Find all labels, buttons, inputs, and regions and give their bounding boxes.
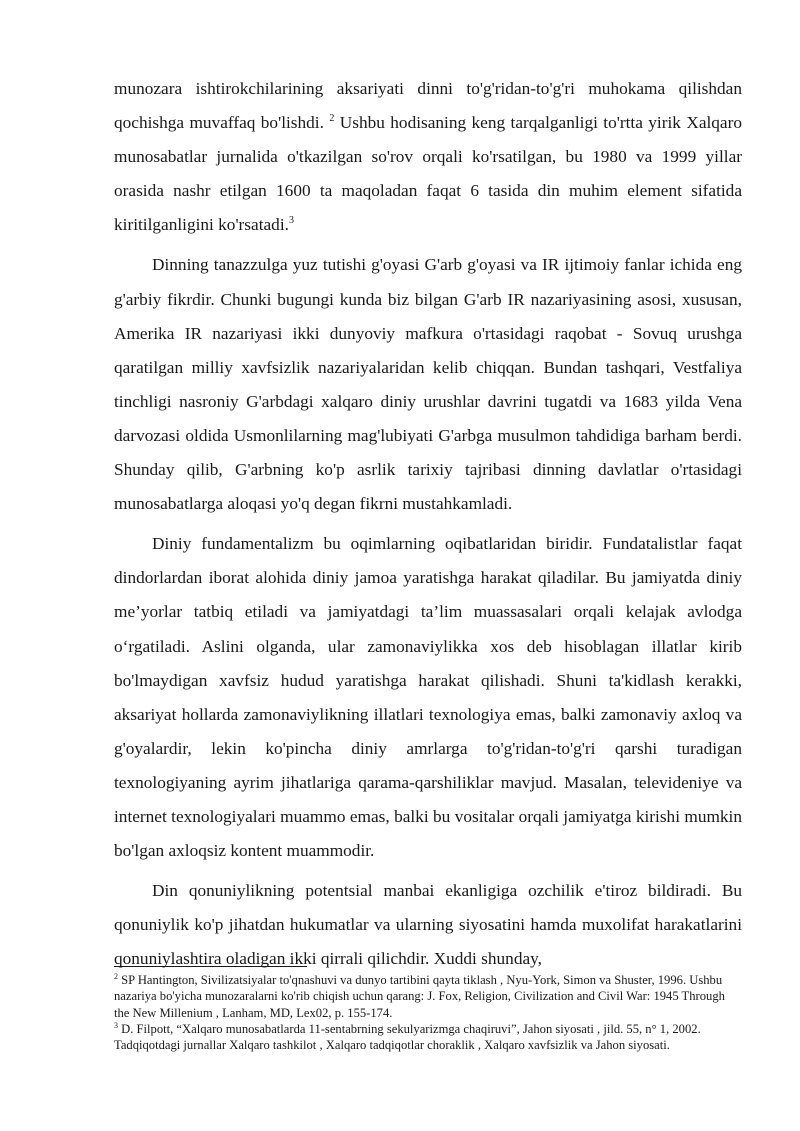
footnotes xyxy=(114,972,742,1053)
footnote-separator xyxy=(114,966,307,967)
footnote-reference[interactable]: 2 xyxy=(329,113,335,125)
footnote xyxy=(114,972,742,1021)
paragraph xyxy=(114,527,742,868)
paragraph xyxy=(114,248,742,521)
footnote-reference[interactable]: 3 xyxy=(288,215,294,227)
paragraph-text: Din qonuniylikning potentsial manbai ekanligiga ozchilik e'tiroz bildiradi. Bu qonuniylik ko'p jihatdan hukumatlar va ularning siyosatini hamda muxolifat harakatlarini qonuniylashtira oladigan ikki qirrali qilichdir. Xuddi shunday, xyxy=(114,881,742,969)
paragraph xyxy=(114,72,742,242)
body-text xyxy=(114,72,742,982)
footnote xyxy=(114,1021,742,1054)
footnote-number: 2 xyxy=(114,971,118,981)
paragraph-text: munozara ishtirokchilarining aksariyati dinni to'g'ridan-to'g'ri muhokama qilishdan qochishga muvaffaq bo'lishdi. xyxy=(114,79,742,133)
footnote-text: SP Hantington, Sivilizatsiyalar to'qnashuvi va dunyo tartibini qayta tiklash , Nyu-York, Simon va Shuster, 1996. Ushbu nazariya bo'yicha munozaralarni ko'rib chiqish uchun qarang: J. Fox, Religion, Civilization and Civil War: 1945 Through the New Millenium , Lanham, MD, Lex02, p. 155-174. xyxy=(114,973,725,1020)
paragraph-text: Dinning tanazzulga yuz tutishi g'oyasi G'arb g'oyasi va IR ijtimoiy fanlar ichida eng g'arbiy fikrdir. Chunki bugungi kunda biz bilgan G'arb IR nazariyasining asosi, xususan, Amerika IR nazariyasi ikki dunyoviy mafkura o'rtasidagi raqobat - Sovuq urushga qaratilgan milliy xavfsizlik nazariyalaridan kelib chiqqan. Bundan tashqari, Vestfaliya tinchligi nasroniy G'arbdagi xalqaro diniy urushlar davrini tugatdi va 1683 yilda Vena darvozasi oldida Usmonlilarning mag'lubiyati G'arbga musulmon tahdidiga barham berdi. Shunday qilib, G'arbning ko'p asrlik tarixiy tajribasi dinning davlatlar o'rtasidagi munosabatlarga aloqasi yo'q degan fikrni mustahkamladi. xyxy=(114,255,742,514)
paragraph xyxy=(114,874,742,976)
footnote-number: 3 xyxy=(114,1020,118,1030)
footnote-text: D. Filpott, “Xalqaro munosabatlarda 11-sentabrning sekulyarizmga chaqiruvi”, Jahon siyosati , jild. 55, n° 1, 2002. Tadqiqotdagi jurnallar Xalqaro tashkilot , Xalqaro tadqiqotlar choraklik , Xalqaro xavfsizlik va Jahon siyosati. xyxy=(114,1021,701,1053)
paragraph-text: Ushbu hodisaning keng tarqalganligi to'rtta yirik Xalqaro munosabatlar jurnalida o'tkazilgan so'rov orqali ko'rsatilgan, bu 1980 va 1999 yillar orasida nashr etilgan 1600 ta maqoladan faqat 6 tasida din muhim element sifatida kiritilganligini ko'rsatadi. xyxy=(114,113,742,235)
paragraph-text: Diniy fundamentalizm bu oqimlarning oqibatlaridan biridir. Fundatalistlar faqat dindorlardan iborat alohida diniy jamoa yaratishga harakat qiladilar. Bu jamiyatda diniy me’yorlar tatbiq etiladi va jamiyatdagi ta’lim muassasalari orqali kelajak avlodga o‘rgatiladi. Aslini olganda, ular zamonaviylikka xos deb hisoblagan illatlar kirib bo'lmaydigan xavfsiz hudud yaratishga harakat qilishadi. Shuni ta'kidlash kerakki, aksariyat hollarda zamonaviylikning illatlari texnologiya emas, balki zamonaviy axloq va g'oyalardir, lekin ko'pincha diniy amrlarga to'g'ridan-to'g'ri qarshi turadigan texnologiyaning ayrim jihatlariga qarama-qarshiliklar mavjud. Masalan, televideniye va internet texnologiyalari muammo emas, balki bu vositalar orqali jamiyatga kirishi mumkin bo'lgan axloqsiz kontent muammodir. xyxy=(114,534,742,861)
